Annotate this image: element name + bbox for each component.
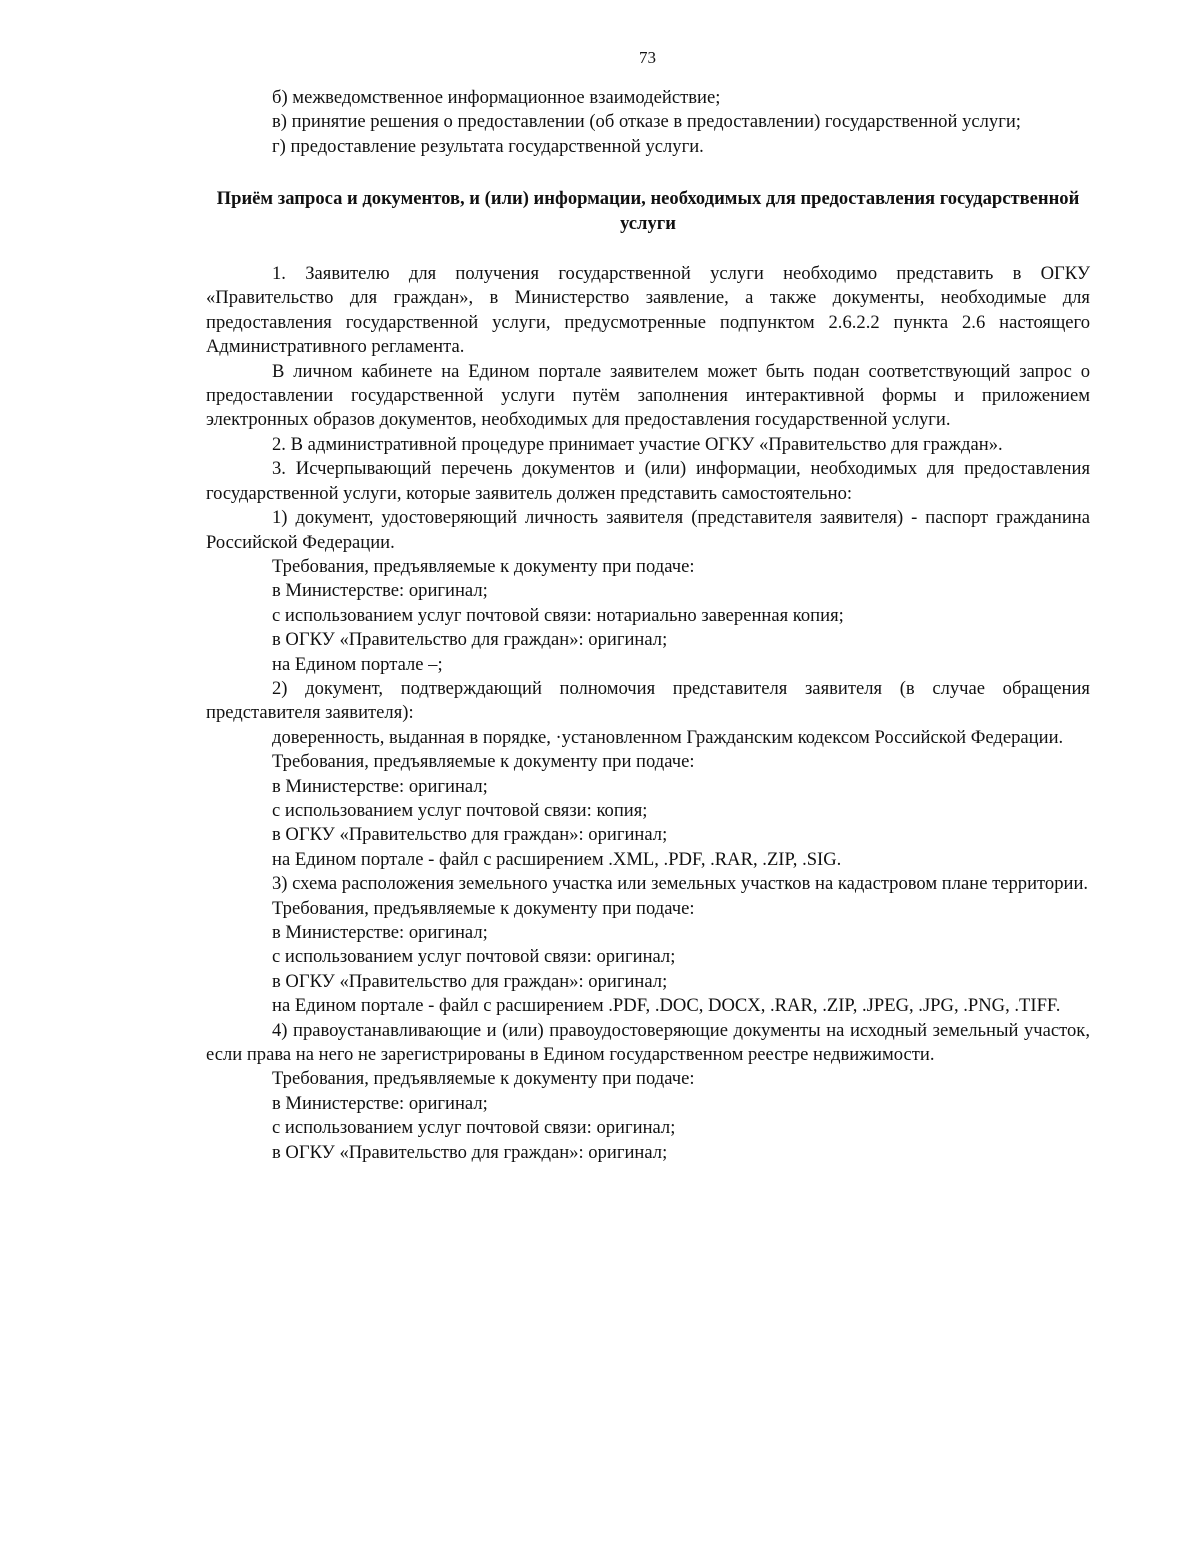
doc2-description: доверенность, выданная в порядке, ·установленном Гражданским кодексом Российской Федерации. <box>272 726 1064 748</box>
doc4-title: 4) правоустанавливающие и (или) правоудостоверяющие документы на исходный земельный участок, если права на него не зарегистрированы в Едином государственном реестре недвижимости. <box>206 1019 1090 1066</box>
doc3-requirements-title: Требования, предъявляемые к документу при подаче: <box>272 897 695 919</box>
doc4-req-post: с использованием услуг почтовой связи: оригинал; <box>272 1117 676 1139</box>
paragraph-3: 3. Исчерпывающий перечень документов и (или) информации, необходимых для предоставления государственной услуги, которые заявитель должен представить самостоятельно: <box>206 458 1090 504</box>
paragraph-portal: В личном кабинете на Едином портале заявителем может быть подан соответствующий запрос о предоставлении государственной услуги путём заполнения интерактивной формы и приложением электронных образов документов, необходимых для предоставления государственной услуги. <box>206 360 1090 431</box>
doc1-title: 1) документ, удостоверяющий личность заявителя (представителя заявителя) - паспорт гражданина Российской Федерации. <box>206 507 1090 553</box>
doc4-req-ogku: в ОГКУ «Правительство для граждан»: оригинал; <box>272 1141 668 1163</box>
doc2-req-ogku: в ОГКУ «Правительство для граждан»: оригинал; <box>272 824 668 846</box>
doc3-title: 3) схема расположения земельного участка или земельных участков на кадастровом плане территории. <box>272 873 1089 895</box>
doc4-req-ministry: в Министерстве: оригинал; <box>272 1092 488 1114</box>
doc1-req-ministry: в Министерстве: оригинал; <box>272 580 488 602</box>
doc4-requirements-title: Требования, предъявляемые к документу при подаче: <box>272 1068 695 1090</box>
section-heading: Приём запроса и документов, и (или) информации, необходимых для предоставления государственной услуги <box>216 188 1080 234</box>
list-item-g: г) предоставление результата государственной услуги. <box>272 135 704 157</box>
doc1-req-post: с использованием услуг почтовой связи: нотариально заверенная копия; <box>272 604 844 626</box>
list-item-v: в) принятие решения о предоставлении (об отказе в предоставлении) государственной услуги; <box>272 111 1021 133</box>
doc3-req-ogku: в ОГКУ «Правительство для граждан»: оригинал; <box>272 970 668 992</box>
doc3-req-post: с использованием услуг почтовой связи: оригинал; <box>272 946 676 968</box>
doc2-req-post: с использованием услуг почтовой связи: копия; <box>272 799 648 821</box>
doc1-req-portal: на Едином портале –; <box>272 653 443 675</box>
doc2-req-portal: на Едином портале - файл с расширением .XML, .PDF, .RAR, .ZIP, .SIG. <box>272 848 842 870</box>
doc2-title: 2) документ, подтверждающий полномочия представителя заявителя (в случае обращения представителя заявителя): <box>206 677 1090 724</box>
doc2-req-ministry: в Министерстве: оригинал; <box>272 775 488 797</box>
page-number: 73 <box>639 48 656 67</box>
doc2-requirements-title: Требования, предъявляемые к документу при подаче: <box>272 751 695 773</box>
doc3-req-ministry: в Министерстве: оригинал; <box>272 922 488 943</box>
paragraph-1: 1. Заявителю для получения государственной услуги необходимо представить в ОГКУ «Правительство для граждан», в Министерство заявление, а также документы, необходимые для предоставления государственной услуги, предусмотренные подпунктом 2.6.2.2 пункта 2.6 настоящего Административного регламента. <box>206 263 1090 358</box>
doc3-req-portal: на Едином портале - файл с расширением .PDF, .DOC, DOCX, .RAR, .ZIP, .JPEG, .JPG, .PNG, .TIFF. <box>272 995 1061 1017</box>
page-content <box>206 86 1090 1165</box>
list-item-b: б) межведомственное информационное взаимодействие; <box>272 87 721 108</box>
doc1-requirements-title: Требования, предъявляемые к документу при подаче: <box>272 555 695 577</box>
paragraph-2: 2. В административной процедуре принимает участие ОГКУ «Правительство для граждан». <box>272 433 1003 455</box>
doc1-req-ogku: в ОГКУ «Правительство для граждан»: оригинал; <box>272 629 668 651</box>
